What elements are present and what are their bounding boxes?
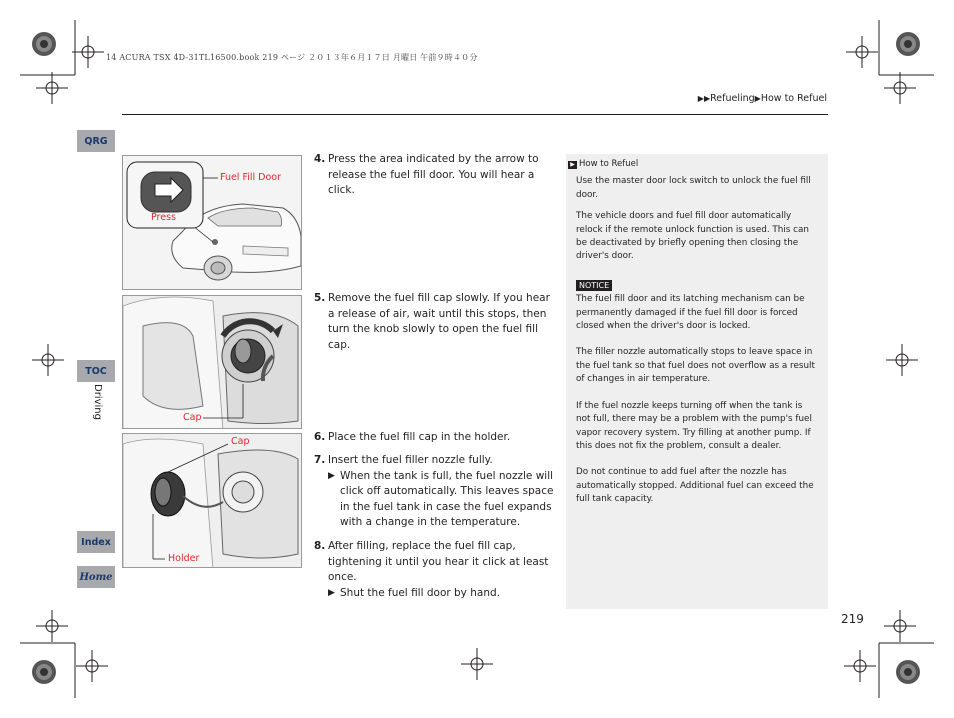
figure-remove-cap (122, 295, 302, 429)
figure-cap-holder (122, 433, 302, 568)
double-triangle-icon: ▶▶ (697, 94, 711, 103)
note-p6: Do not continue to add fuel after the nozzle has automatically stopped. Additional fuel can exceed the full tank capacity. (576, 467, 814, 505)
label-cap-3: Cap (231, 436, 250, 447)
note-p2: The vehicle doors and fuel fill door automatically relock if the remote unlock function is used. This can be deactivated by briefly opening then closing the driver's door. (576, 211, 809, 262)
note-p5: If the fuel nozzle keeps turning off when the tank is not full, there may be a problem with the pump's fuel vapor recovery system. Try filling at another pump. If this does not fix the problem, consult a dealer. (576, 400, 812, 451)
triangle-icon: ▶ (754, 94, 761, 103)
step-text: Press the area indicated by the arrow to release the fuel fill door. You will hear a click. (328, 153, 539, 196)
step-5 (314, 291, 554, 353)
note-title: How to Refuel (579, 159, 639, 169)
step-number: 8. (314, 540, 326, 552)
step-8 (314, 539, 554, 601)
label-fuel-fill-door: Fuel Fill Door (220, 172, 282, 183)
reference-icon: ▶ (568, 161, 577, 169)
arrow-icon: ▶ (328, 470, 335, 481)
step-number: 4. (314, 153, 326, 165)
step-number: 7. (314, 454, 326, 466)
label-holder: Holder (168, 553, 200, 564)
breadcrumb-refueling[interactable]: Refueling (710, 93, 755, 104)
note-p3: The fuel fill door and its latching mechanism can be permanently damaged if the fuel fill door is forced closed when the driver's door is locked. (576, 294, 805, 332)
label-cap-2: Cap (183, 412, 202, 423)
cap-holder-illustration (123, 434, 302, 568)
step-number: 5. (314, 292, 326, 304)
toc-button[interactable]: TOC (77, 360, 115, 382)
figure-fuel-fill-door (122, 155, 302, 290)
breadcrumb (698, 93, 827, 104)
step-text: Remove the fuel fill cap slowly. If you hear a release of air, wait until this stops, then turn the knob slowly to open the fuel fill cap. (328, 292, 550, 351)
step-number: 6. (314, 431, 326, 443)
breadcrumb-how-to-refuel[interactable]: How to Refuel (760, 93, 827, 104)
qrg-button[interactable]: QRG (77, 130, 115, 152)
note-p1: Use the master door lock switch to unlock the fuel fill door. (576, 176, 811, 200)
header-rule (122, 114, 828, 115)
step-text: After filling, replace the fuel fill cap, tightening it until you hear it click at least once. (328, 540, 549, 583)
index-button[interactable]: Index (77, 531, 115, 553)
step-4 (314, 152, 554, 199)
notice-badge: NOTICE (576, 280, 612, 291)
label-press: Press (151, 212, 177, 223)
step-6 (314, 430, 554, 446)
cap-removal-illustration (123, 296, 302, 429)
note-p4: The filler nozzle automatically stops to leave space in the fuel tank so that fuel does not overflow as a result of changes in air temperature. (576, 347, 815, 385)
step-subtext: Shut the fuel fill door by hand. (340, 586, 500, 599)
step-subtext: When the tank is full, the fuel nozzle will click off automatically. This leaves space in the fuel tank in case the fuel expands with a change in the temperature. (340, 469, 554, 528)
arrow-icon: ▶ (328, 587, 335, 598)
step-text: Insert the fuel filler nozzle fully. (328, 454, 493, 466)
note-box (566, 154, 828, 609)
step-text: Place the fuel fill cap in the holder. (328, 431, 511, 443)
page-number: 219 (841, 612, 864, 626)
step-7 (314, 453, 554, 531)
section-label: Driving (92, 384, 103, 420)
print-header: 14 ACURA TSX 4D-31TL16500.book 219 ページ ２０１３年６月１７日 月曜日 午前９時４０分 (106, 53, 478, 62)
home-label: Home (79, 571, 113, 583)
home-button[interactable] (77, 566, 115, 588)
